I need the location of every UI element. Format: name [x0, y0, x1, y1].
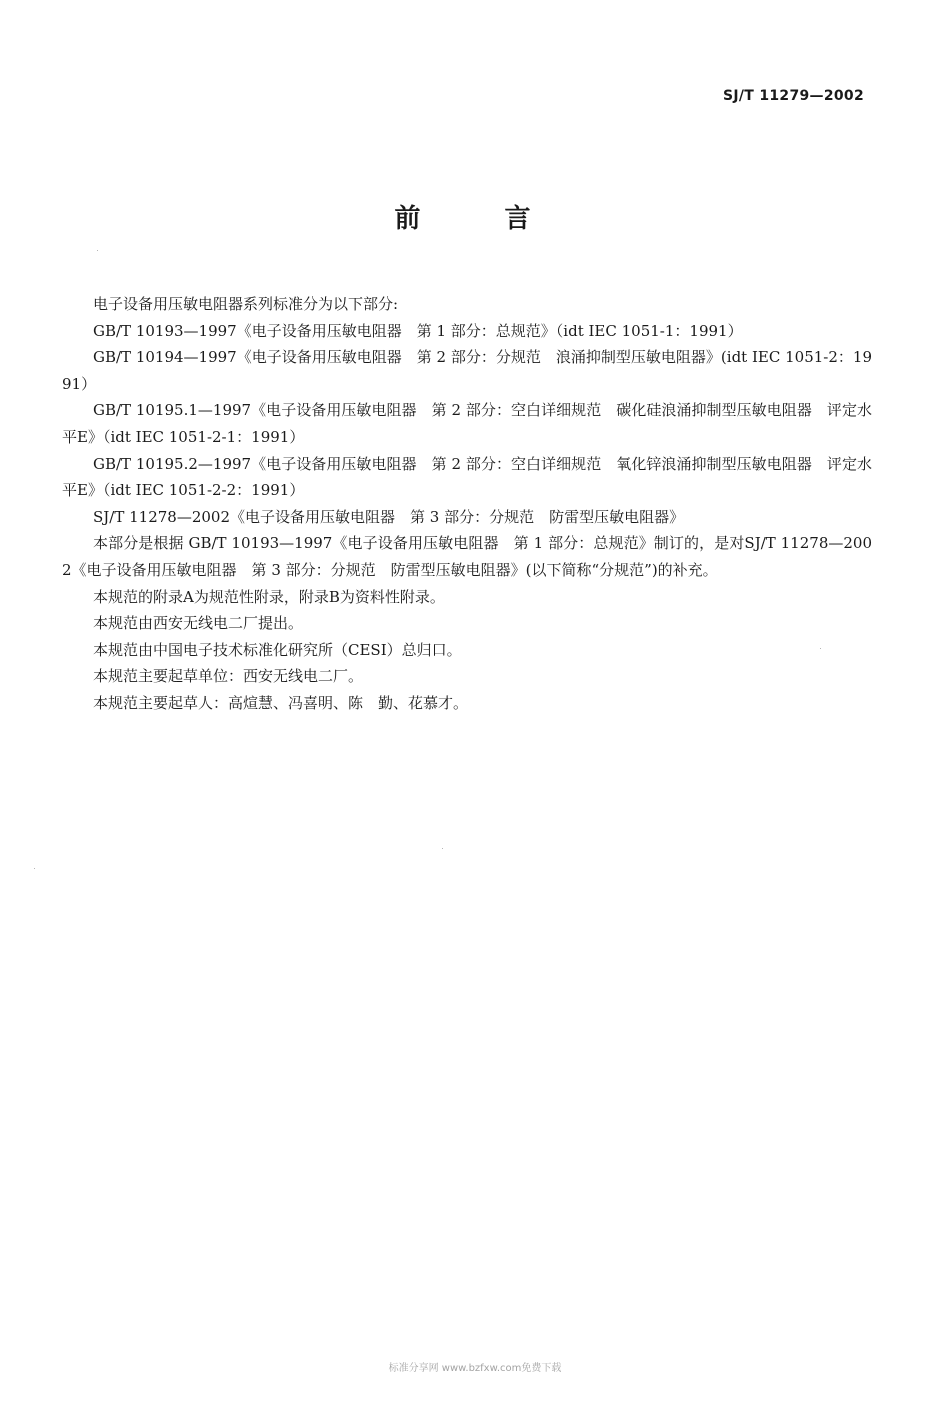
paragraph-appendix: 本规范的附录A为规范性附录，附录B为资料性附录。 — [93, 587, 445, 606]
paragraph-basis: 本部分是根据 GB/T 10193—1997《电子设备用压敏电阻器 第 1 部分：总规范》制订的，是对SJ/T 11278—2002《电子设备用压敏电阻器 第 3 部分：分规范 防雷型压敏电阻器》(以下简称“分规范”)的补充。 — [62, 534, 872, 579]
paragraph-administrator: 本规范由中国电子技术标准化研究所（CESI）总归口。 — [93, 640, 462, 659]
paragraph-gbt10195-1: GB/T 10195.1—1997《电子设备用压敏电阻器 第 2 部分：空白详细规范 碳化硅浪涌抑制型压敏电阻器 评定水平E》（idt IEC 1051-2-1：1991） — [62, 401, 872, 446]
standard-number: SJ/T 11279—2002 — [723, 88, 864, 104]
scan-speck — [442, 848, 443, 849]
scan-speck — [820, 648, 821, 649]
page-title: 前言 — [394, 204, 615, 234]
footer-watermark: 标准分享网 www.bzfxw.com免费下载 — [388, 1363, 562, 1374]
paragraph-drafters: 本规范主要起草人：高煊慧、冯喜明、陈 勤、花慕才。 — [93, 693, 469, 712]
scan-speck — [34, 868, 35, 869]
paragraph-gbt10194: GB/T 10194—1997《电子设备用压敏电阻器 第 2 部分：分规范 浪涌抑制型压敏电阻器》(idt IEC 1051-2：1991） — [62, 348, 872, 393]
foreword-body — [62, 291, 872, 717]
paragraph-gbt10195-2: GB/T 10195.2—1997《电子设备用压敏电阻器 第 2 部分：空白详细规范 氧化锌浪涌抑制型压敏电阻器 评定水平E》（idt IEC 1051-2-2：1991） — [62, 454, 872, 500]
paragraph-drafting-unit: 本规范主要起草单位：西安无线电二厂。 — [93, 667, 364, 686]
paragraph-intro: 电子设备用压敏电阻器系列标准分为以下部分: — [93, 295, 399, 313]
paragraph-proposer: 本规范由西安无线电二厂提出。 — [93, 614, 304, 633]
paragraph-gbt10193: GB/T 10193—1997《电子设备用压敏电阻器 第 1 部分：总规范》（idt IEC 1051-1：1991） — [93, 321, 743, 340]
paragraph-sjt11278: SJ/T 11278—2002《电子设备用压敏电阻器 第 3 部分：分规范 防雷型压敏电阻器》 — [93, 507, 685, 526]
scan-speck — [97, 250, 98, 251]
